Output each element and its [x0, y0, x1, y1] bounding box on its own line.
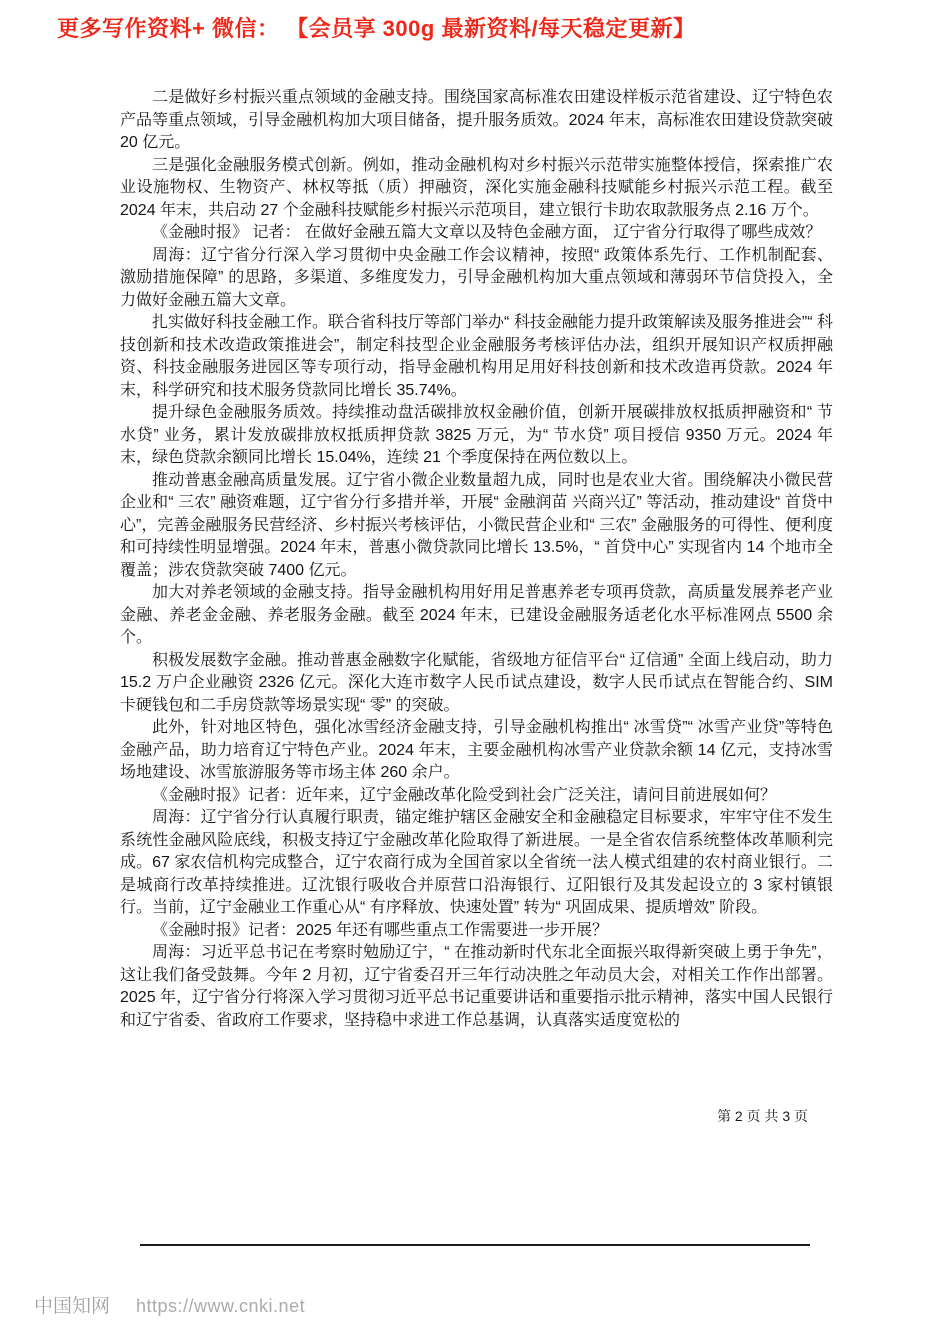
paragraph: 积极发展数字金融。推动普惠金融数字化赋能，省级地方征信平台“ 辽信通” 全面上线启动，助力 15.2 万户企业融资 2326 亿元。深化大连市数字人民币试点建设，数字人民币试点在智能合约、SIM 卡硬钱包和二手房贷款等场景实现“ 零” 的突破。 — [120, 651, 833, 714]
promo-banner-text: 更多写作资料+ 微信： 【会员享 300g 最新资料/每天稳定更新】 — [57, 16, 696, 41]
paragraph-interview-answer: 周海：辽宁省分行深入学习贯彻中央金融工作会议精神，按照“ 政策体系先行、工作机制配套、激励措施保障” 的思路，多渠道、多维度发力，引导金融机构加大重点领域和薄弱环节信贷投入，全力做好金融五篇大文章。 — [120, 246, 833, 309]
paragraph: 推动普惠金融高质量发展。辽宁省小微企业数量超九成，同时也是农业大省。围绕解决小微民营企业和“ 三农” 融资难题，辽宁省分行多措并举，开展“ 金融润苗 兴商兴辽” 等活动，推动建设“ 首贷中心”，完善金融服务民营经济、乡村振兴考核评估，小微民营企业和“ 三农” 金融服务的可得性、便利度和可持续性明显增强。2024 年末，普惠小微贷款同比增长 13.5%，“ 首贷中心” 实现省内 14 个地市全覆盖；涉农贷款突破 7400 亿元。 — [120, 471, 833, 579]
paragraph: 提升绿色金融服务质效。持续推动盘活碳排放权金融价值，创新开展碳排放权抵质押融资和“ 节水贷” 业务，累计发放碳排放权抵质押贷款 3825 万元，为“ 节水贷” 项目授信 9350 万元。2024 年末，绿色贷款余额同比增长 15.04%，连续 21 个季度保持在两位数以上。 — [120, 404, 833, 466]
paragraph-reporter-question: 《金融时报》 记者： 在做好金融五篇大文章以及特色金融方面， 辽宁省分行取得了哪些成效？ — [152, 224, 822, 241]
paragraph: 加大对养老领域的金融支持。指导金融机构用好用足普惠养老专项再贷款，高质量发展养老产业金融、养老金金融、养老服务金融。截至 2024 年末，已建设金融服务适老化水平标准网点 5500 余个。 — [120, 584, 833, 646]
site-footer — [34, 1291, 305, 1318]
paragraph: 三是强化金融服务模式创新。例如，推动金融机构对乡村振兴示范带实施整体授信，探索推广农业设施物权、生物资产、林权等抵（质）押融资，深化实施金融科技赋能乡村振兴示范工程。截至 2024 年末，共启动 27 个金融科技赋能乡村振兴示范项目，建立银行卡助农取款服务点 2.16 万个。 — [120, 156, 833, 219]
paragraph-reporter-question: 《金融时报》记者：近年来，辽宁金融改革化险受到社会广泛关注，请问目前进展如何？ — [152, 786, 777, 804]
document-body — [120, 87, 833, 1032]
cnki-brand-logo: 中国知网 — [34, 1296, 111, 1317]
page-number: 第 2 页 共 3 页 — [716, 1108, 808, 1124]
paragraph-reporter-question: 《金融时报》记者：2025 年还有哪些重点工作需要进一步开展？ — [152, 921, 609, 939]
footer-divider — [140, 1244, 810, 1246]
paragraph: 此外，针对地区特色，强化冰雪经济金融支持，引导金融机构推出“ 冰雪贷”“ 冰雪产业贷”等特色金融产品，助力培育辽宁特色产业。2024 年末，主要金融机构冰雪产业贷款余额 14 亿元，支持冰雪场地建设、冰雪旅游服务等市场主体 260 余户。 — [120, 719, 833, 781]
paragraph: 二是做好乡村振兴重点领域的金融支持。围绕国家高标准农田建设样板示范省建设、辽宁特色农产品等重点领域，引导金融机构加大项目储备，提升服务质效。2024 年末，高标准农田建设贷款突破 20 亿元。 — [120, 89, 833, 151]
paragraph-interview-answer: 周海：习近平总书记在考察时勉励辽宁，“ 在推动新时代东北全面振兴取得新突破上勇于争先”，这让我们备受鼓舞。今年 2 月初，辽宁省委召开三年行动决胜之年动员大会，对相关工作作出部署。2025 年，辽宁省分行将深入学习贯彻习近平总书记重要讲话和重要指示批示精神，落实中国人民银行和辽宁省委、省政府工作要求，坚持稳中求进工作总基调，认真落实适度宽松的 — [120, 944, 833, 1029]
paragraph: 扎实做好科技金融工作。联合省科技厅等部门举办“ 科技金融能力提升政策解读及服务推进会”“ 科技创新和技术改造政策推进会”，制定科技型企业金融服务考核评估办法，组织开展知识产权质押融资、科技金融服务进园区等专项行动，指导金融机构用足用好科技创新和技术改造再贷款。2024 年末，科学研究和技术服务贷款同比增长 35.74%。 — [120, 314, 833, 399]
paragraph-interview-answer: 周海：辽宁省分行认真履行职责，锚定维护辖区金融安全和金融稳定目标要求，牢牢守住不发生系统性金融风险底线，积极支持辽宁金融改革化险取得了新进展。一是全省农信系统整体改革顺利完成。67 家农信机构完成整合，辽宁农商行成为全国首家以全省统一法人模式组建的农村商业银行。二是城商行改革持续推进。辽沈银行吸收合并原营口沿海银行、辽阳银行及其发起设立的 3 家村镇银行。当前，辽宁金融业工作重心从“ 有序释放、快速处置” 转为“ 巩固成果、提质增效” 阶段。 — [120, 809, 833, 916]
cnki-url-link[interactable]: https://www.cnki.net — [136, 1296, 306, 1316]
